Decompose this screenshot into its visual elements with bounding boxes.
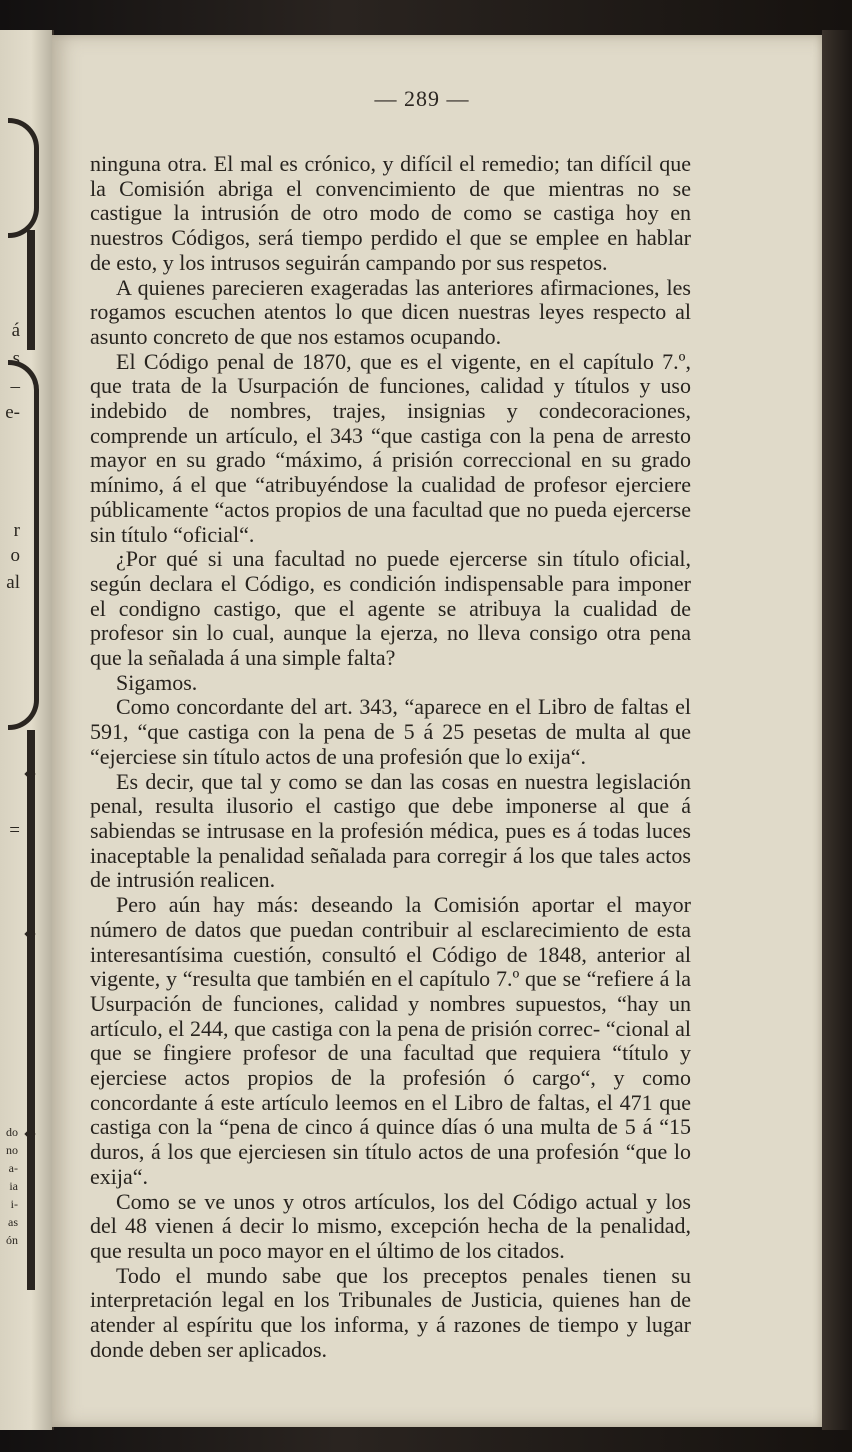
left-fragment: o	[10, 545, 20, 566]
left-fragment: as	[8, 1215, 18, 1229]
left-fragment: ia	[9, 1179, 18, 1193]
paragraph: El Código penal de 1870, que es el vigente, en el capítulo 7.º, que trata de la Usurpación de funciones, calidad y títulos y uso indebido de nombres, trajes, insignias y condecoraciones, comprende un artículo, el 343 “que castiga con la pena de arresto mayor en su grado “máximo, á prisión correccional en su grado mínimo, á el que “atribuyéndose la cualidad de profesor ejerciere públicamente “actos propios de una facultad que no pueda ejercerse sin título “oficial“.	[90, 348, 691, 547]
left-fragment: ón	[6, 1233, 18, 1247]
left-fragment: a-	[8, 1161, 18, 1175]
paragraph: ¿Por qué si una facultad no puede ejercerse sin título oficial, según declara el Código, es condición indispensable para imponer el condigno castigo, que el agente se atribuya la cualidad de profesor sin lo cual, aunque la ejerza, no lleva consigo otra pena que la señalada á una simple falta?	[90, 546, 691, 671]
page-body-text	[90, 152, 691, 1362]
paragraph: Todo el mundo sabe que los preceptos penales tienen su interpretación legal en los Tribunales de Justicia, quienes han de atender al espíritu que los informa, y á razones de tiempo y lugar donde deben ser aplicados.	[90, 1262, 691, 1362]
ornament-curve	[8, 118, 39, 238]
paragraph: Pero aún hay más: deseando la Comisión aportar el mayor número de datos que puedan contribuir al esclarecimiento de esta interesantísima cuestión, consultó el Código de 1848, anterior al vigente, y “resulta que también en el capítulo 7.º que se “refiere á la Usurpación de funciones, calidad y nombres supuestos, “hay un artículo, el 244, que castiga con la pena de prisión correc- “cional al que se fingiere profesor de una facultad que requiera “título y ejerciese actos propios de la profesión ó cargo“, y como concordante á este artículo leemos en el Libro de faltas, el 471 que castiga con la “pena de cinco á quince días ó una multa de 5 á “15 duros, á los que ejerciesen sin título actos de una profesión “que lo exija“.	[90, 892, 691, 1189]
left-fragment: =	[9, 820, 20, 841]
paragraph: ninguna otra. El mal es crónico, y difícil el remedio; tan difícil que la Comisión abriga el convencimiento de que mientras no se castigue la intrusión de otro modo de como se castiga hoy en nuestros Códigos, será tiempo perdido el que se emplee en hablar de esto, y los intrusos seguirán campando por sus respetos.	[90, 151, 691, 275]
adjacent-page-edge	[0, 30, 54, 1430]
paragraph: A quienes parecieren exageradas las anteriores afirmaciones, les rogamos escuchen atentos lo que dicen nuestras leyes respecto al asunto concreto de que nos estamos ocupando.	[90, 274, 691, 349]
left-fragment: no	[6, 1143, 18, 1157]
left-fragment: do	[6, 1125, 18, 1139]
page-number: — 289 —	[374, 86, 470, 111]
left-fragment: i-	[10, 1197, 18, 1211]
left-fragment: al	[6, 572, 20, 593]
ornament-bar	[27, 230, 35, 350]
paragraph: Es decir, que tal y como se dan las cosas en nuestra legislación penal, resulta ilusorio el castigo que debe imponerse al que á sabiendas se intrusase en la profesión médica, pues es á todas luces inaceptable la penalidad señalada para corregir á los que tales actos de intrusión realicen.	[90, 768, 691, 893]
left-fragment: –	[10, 376, 20, 397]
paragraph: Como concordante del art. 343, “aparece en el Libro de faltas el 591, “que castiga con la pena de 5 á 25 pesetas de multa al que “ejerciese sin título actos de una profesión que lo exija“.	[90, 694, 691, 769]
left-fragment: r	[13, 520, 20, 541]
left-fragment: e-	[5, 402, 20, 423]
paragraph: Sigamos.	[116, 669, 198, 695]
left-fragment: á	[11, 320, 20, 341]
page-right-edge	[822, 30, 852, 1430]
left-fragment: s	[12, 348, 20, 369]
paragraph: Como se ve unos y otros artículos, los del Código actual y los del 48 vienen á decir lo mismo, excepción hecha de la penalidad, que resulta un poco mayor en el último de los citados.	[90, 1188, 691, 1263]
ornament-bar	[27, 730, 35, 1290]
